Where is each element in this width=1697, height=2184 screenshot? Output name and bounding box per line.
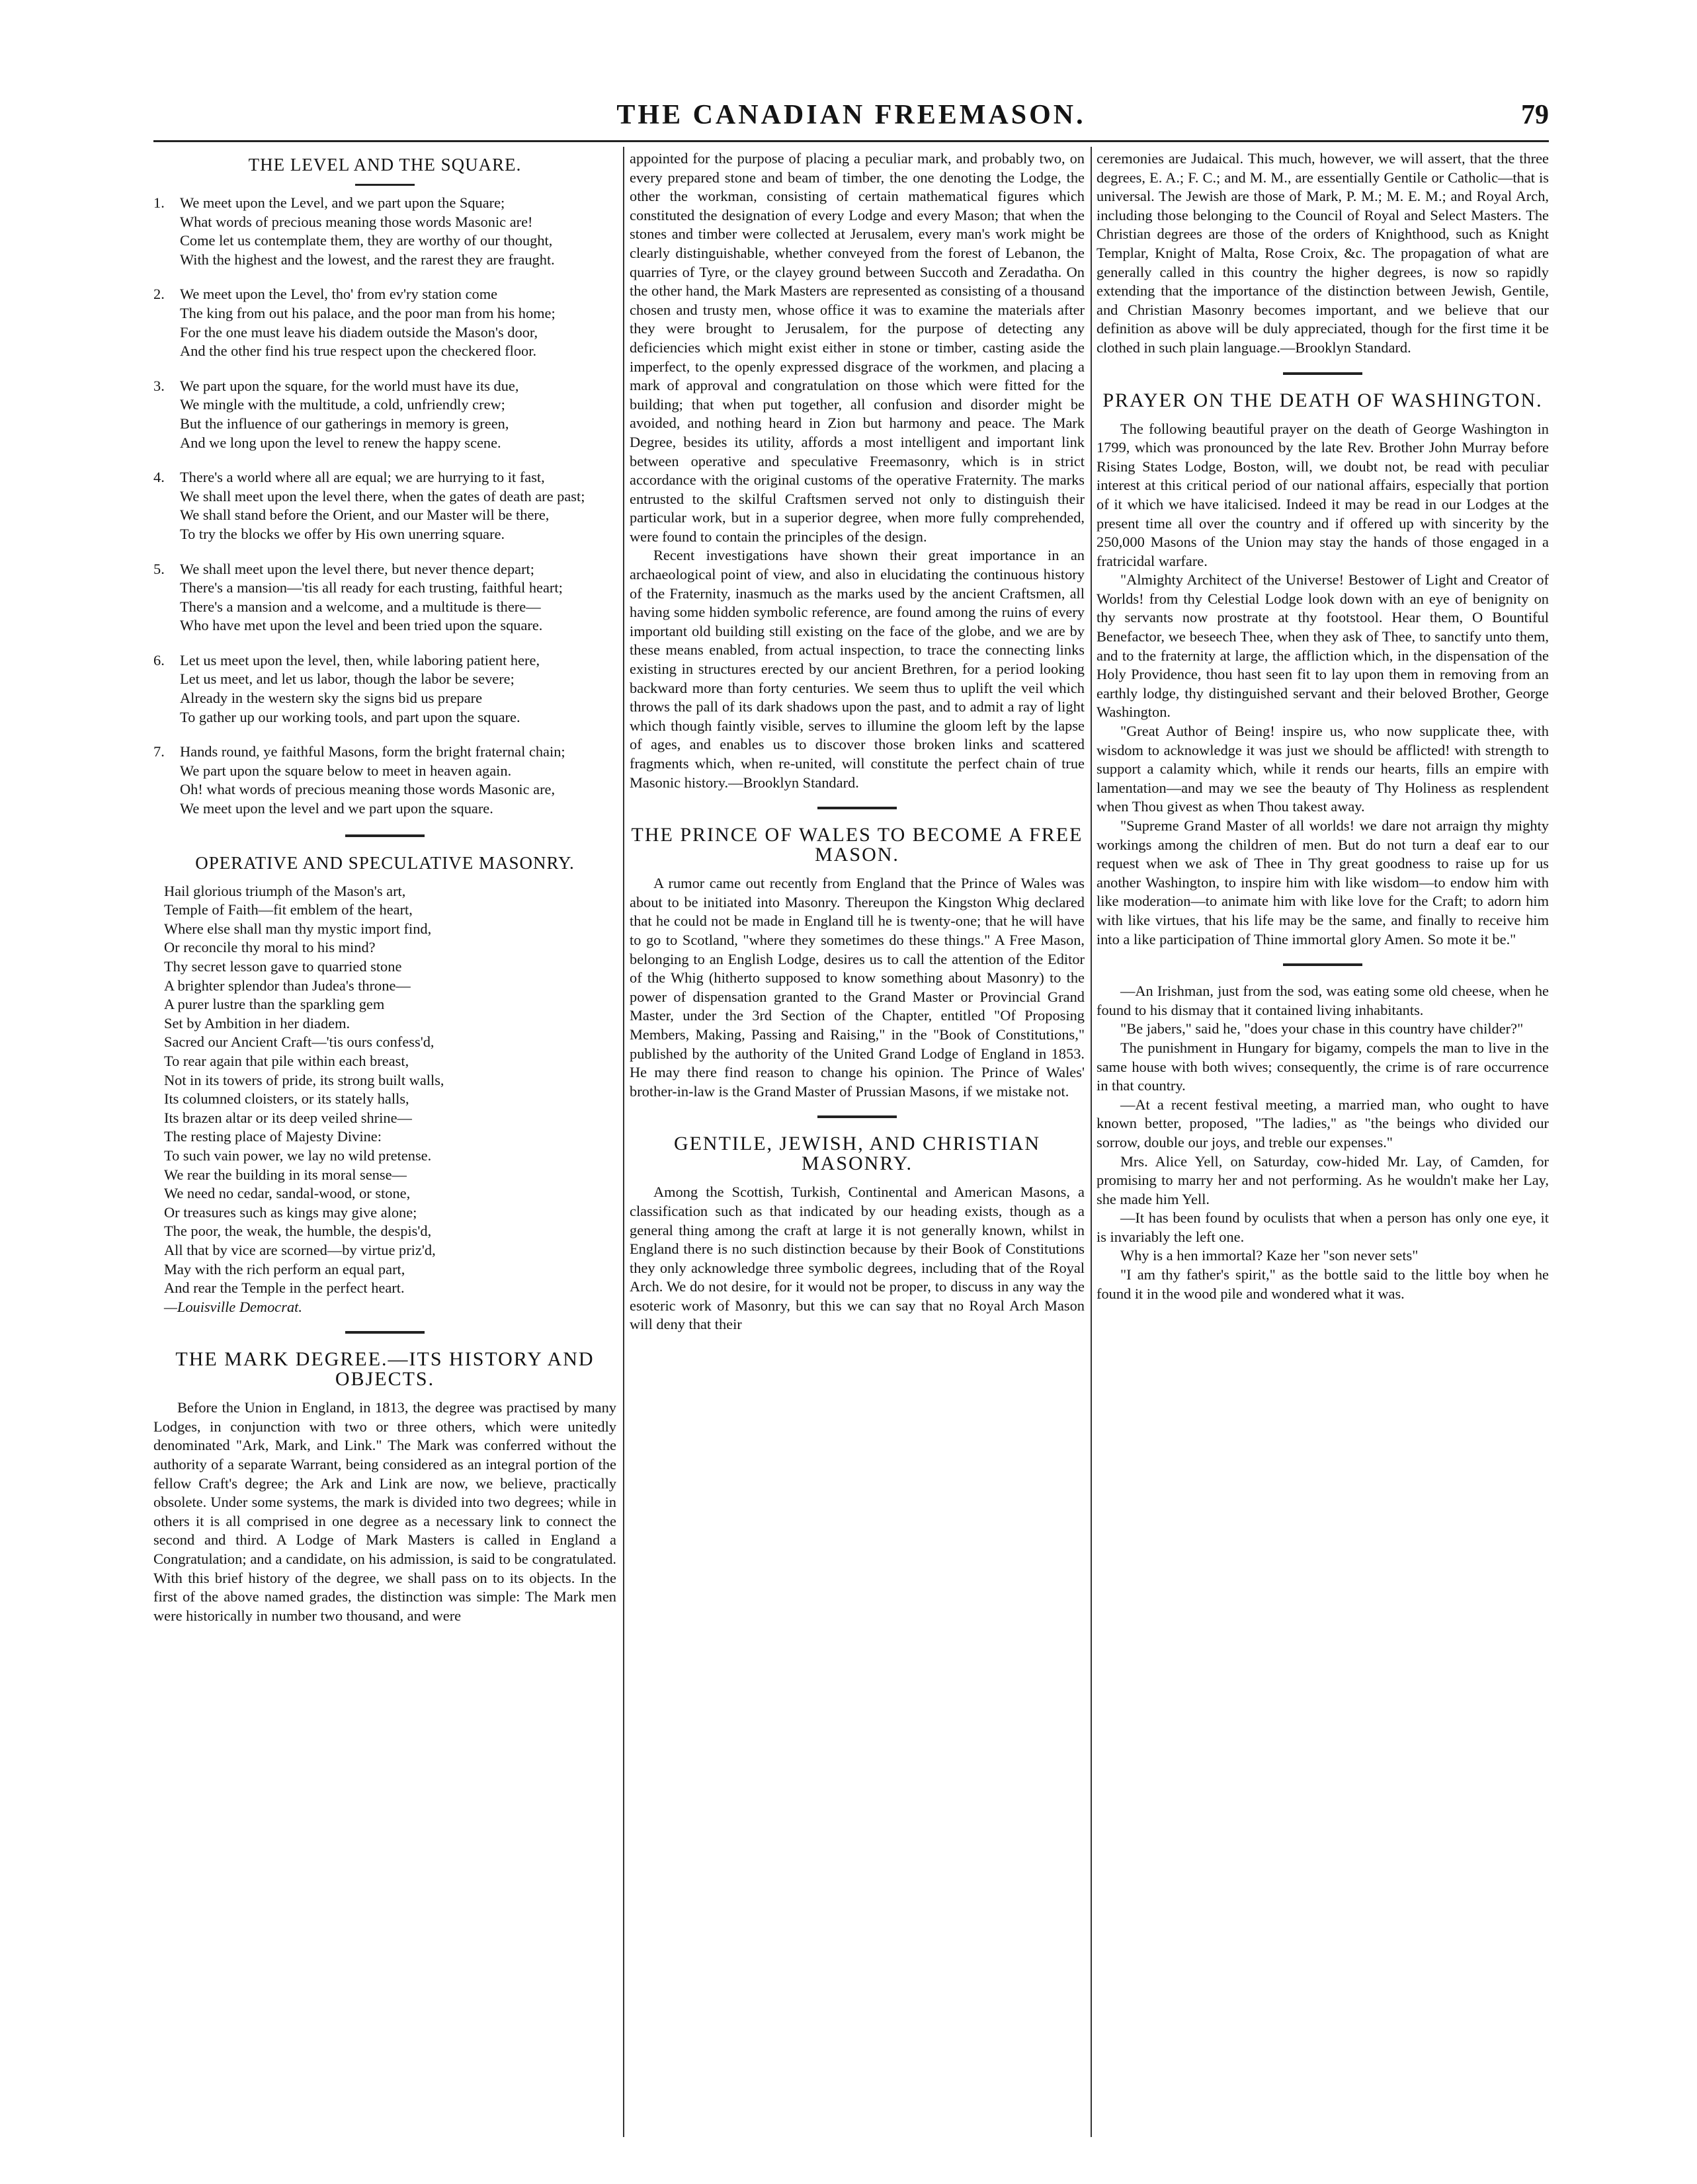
stanza-number: 5. [153,560,165,577]
poem-line: To try the blocks we offer by His own unerring square. [180,525,505,542]
poem-line: We meet upon the Level, and we part upon the Square; [180,194,505,211]
poem-line: What words of precious meaning those words Masonic are! [180,213,533,230]
stanza-number: 6. [153,651,165,668]
poem-line: We shall meet upon the level there, but never thence depart; [180,560,534,577]
poem-line: The poor, the weak, the humble, the despis'd, [164,1223,432,1240]
poem-line: Let us meet, and let us labor, though the labor be severe; [180,670,515,688]
poem-line: Already in the western sky the signs bid us prepare [180,690,483,707]
article-body-mark-degree: Before the Union in England, in 1813, the degree was practised by many Lodges, in conjunction with two or three others, which were unitedly denominated "Ark, Mark, and Link." The Mark was conferred without the authority of a separate Warrant, being considered as an integral portion of the fellow Craft's degree; the Ark and Link are now, we believe, practically obsolete. Under some systems, the mark is divided into two degrees; while in others it is all comprised in one degree as a necessary link to connect the second and third. A Lodge of Mark Masters is called in England a Congratulation; and a candidate, on his admission, is said to be congratulated. With this brief history of the degree, we shall pass on to its objects. In the first of the above named grades, the distinction was simple: The Mark men were historically in number two thousand, and were [153,1399,616,1624]
section-divider [817,1115,897,1118]
poem-line: To gather up our working tools, and part upon the square. [180,708,520,725]
poem-line: Who have met upon the level and been tried upon the square. [180,617,543,634]
poem-line: Oh! what words of precious meaning those words Masonic are, [180,781,556,798]
poem-title-level-square: THE LEVEL AND THE SQUARE. [248,155,522,175]
misc-item: —At a recent festival meeting, a married man, who ought to have known better, proposed, "The ladies," as "the beings who divided our sorrow, double our joys, and treble our expenses." [1097,1096,1549,1151]
poem-line: We need no cedar, sandal-wood, or stone, [164,1185,411,1202]
article-body-prince-of-wales: A rumor came out recently from England that the Prince of Wales was about to be initiated into Masonry. Thereupon the Kingston Whig declared that he could not be made in England till he is twenty-one; that he will have to go to Scotland, "where they sometimes do these things." A Free Mason, belonging to an English Lodge, desires us to call the attention of the Editor of the Whig (hitherto supposed to know something about Masonry) to the power of dispensation granted to the Grand Master or Provincial Grand Master, under the 3rd Section of the Chapter, entitled "Of Proposing Members, Making, Passing and Raising," in the "Book of Constitutions," published by the authority of the United Grand Lodge of England in 1853. He may there find reason to change his opinion. The Prince of Wales' brother-in-law is the Grand Master of Prussian Masons, if we mistake not. [630,875,1085,1100]
prayer-paragraph: The following beautiful prayer on the death of George Washington in 1799, which was pronounced by the late Rev. Brother John Murray before Rising States Lodge, Boston, will, we doubt not, be read with peculiar interest at this critical period of our national affairs, especially that portion of it which we have italicised. Indeed it may be read in our Lodges at the present time all over the country and if offered up with sincerity by the 250,000 Masons of the Union may stay the hands of those engaged in a fratricidal warfare. [1097,420,1549,569]
poem-line: Or reconcile thy moral to his mind? [164,939,376,956]
article-title-gentile-jewish: GENTILE, JEWISH, AND CHRISTIAN MASONRY. [673,1133,1041,1175]
poem-stanza [153,285,616,360]
section-divider [1283,372,1362,375]
poem-line: And rear the Temple in the perfect heart. [164,1279,405,1297]
mark-degree-continued-p2: Recent investigations have shown their great importance in an archaeological point of view, and also in elucidating the continuous history of the Fraternity, inasmuch as the marks used by the ancient Craftsmen, all having some hidden symbolic reference, are found among the ruins of every important old building still existing on the face of the globe, and we are by these means enabled, from actual inspection, to trace the connecting links existing in structures erected by our ancient Brethren, for a period looking backward more than forty centuries. We seem thus to uplift the veil which throws the pall of its dark shadows upon the past, and to admit a ray of light which though faintly visible, serves to illumine the gloom left by the lapse of ages, and enables us to discover those broken links and scattered fragments which, when re-united, will constitute the perfect chain of true Masonic history.—Brooklyn Standard. [630,547,1085,791]
poem-line-row [153,468,616,487]
poem-line: A purer lustre than the sparkling gem [164,996,385,1013]
poem-line: We part upon the square, for the world must have its due, [180,377,519,394]
poem-line: Not in its towers of pride, its strong built walls, [164,1071,444,1088]
misc-item: "Be jabers," said he, "does your chase in this country have childer?" [1120,1020,1524,1037]
poem-line-row [153,251,616,270]
poem-line: All that by vice are scorned—by virtue priz'd, [164,1241,436,1258]
poem-line-row [153,616,616,635]
poem-stanza [153,560,616,635]
poem-line: Sacred our Ancient Craft—'tis ours confess'd, [164,1033,435,1051]
poem-line: There's a mansion—'tis all ready for each trusting, faithful heart; [180,579,563,596]
poem-line: Set by Ambition in her diadem. [164,1014,351,1031]
poem-line-row [153,323,616,343]
poem-line: The resting place of Majesty Divine: [164,1128,382,1145]
column-3 [1097,149,1549,2140]
poem-level-square [153,194,616,819]
poem-stanza [153,194,616,269]
poem-line-row [153,213,616,232]
section-divider [817,807,897,809]
poem-stanza [153,743,616,818]
poem-line-row [153,304,616,323]
poem-line-row [153,525,616,544]
misc-item: Why is a hen immortal? Kaze her "son never sets" [1120,1247,1419,1264]
article-title-prayer-washington: PRAYER ON THE DEATH OF WASHINGTON. [1102,389,1543,411]
poem-line: Let us meet upon the level, then, while laboring patient here, [180,651,540,668]
stanza-number: 2. [153,286,165,303]
poem-stanza [153,651,616,727]
poem-line: We shall stand before the Orient, and our Master will be there, [180,506,550,524]
poem-line-row [153,579,616,598]
poem-line: But the influence of our gatherings in memory is green, [180,415,509,432]
article-body-gentile-jewish: Among the Scottish, Turkish, Continental and American Masons, a classification such as that indicated by our heading exists, though as a general thing among the craft at large it is not generally known, whilst in England there is no such distinction because by their Book of Constitutions they only acknowledge three symbolic degrees, including that of the Royal Arch. We do not desire, for it would not be proper, to discuss in any way the esoteric work of Masonry, but this we can say that no Royal Arch Mason will deny that their [630,1184,1085,1333]
poem-line-row [153,395,616,415]
poem-line: And we long upon the level to renew the happy scene. [180,434,501,451]
prayer-paragraph: "Supreme Grand Master of all worlds! we dare not arraign thy mighty workings among the children of men. But do not turn a deaf ear to our request when we ask of Thee in Thy great goodness to raise up for us another Washington, to inspire him with like wisdom—to endow him with like moderation—to animate him with like love for the Craft; to adorn him with like virtues, that his life may be the same, and finally to receive him into a like participation of Thine immortal glory Amen. So mote it be." [1097,817,1549,948]
poem-line-row [153,762,616,781]
poem-line-row [153,708,616,727]
prayer-paragraph: "Almighty Architect of the Universe! Bestower of Light and Creator of Worlds! from thy Celestial Lodge look down with an eye of benignity on thy servants now prostrate at thy footstool. Hear them, O Bountiful Benefactor, we beseech Thee, when they ask of Thee, to sanctify unto them, and to the fraternity at large, the affliction which, in the dispensation of the Holy Providence, thou hast seen fit to lay upon them in removing from an earthly lodge, thy distinguished servant and their beloved Brother, George Washington. [1097,571,1549,721]
column-2 [630,149,1085,2140]
section-divider [345,834,425,837]
poem-line-row [153,231,616,251]
masthead-title: THE CANADIAN FREEMASON. [616,100,1086,130]
poem-line-row [153,560,616,579]
title-rule [355,184,415,186]
poem-line: Or treasures such as kings may give alone; [164,1203,417,1221]
poem-line-row [153,285,616,304]
header-rule [153,140,1549,142]
article-title-mark-degree: THE MARK DEGREE.—ITS HISTORY AND OBJECTS. [175,1348,595,1391]
page-number: 79 [1521,100,1549,130]
poem-stanza [153,468,616,544]
poem-line: We meet upon the level and we part upon the square. [180,800,493,817]
poem-line: Where else shall man thy mystic import find, [164,920,432,937]
poem-source: —Louisville Democrat. [164,1298,302,1315]
poem-line: Hands round, ye faithful Masons, form the bright fraternal chain; [180,743,565,760]
poem-line-row [153,743,616,762]
gentile-jewish-continued: ceremonies are Judaical. This much, however, we will assert, that the three degrees, E. A.; F. C.; and M. M., are essentially Gentile or Catholic—that is universal. The Jewish are those of Mark, P. M.; M. E. M.; and Royal Arch, including those belonging to the Council of Royal and Select Masters. The Christian degrees are those of the orders of Knighthood, such as Knight Templar, Knight of Malta, Rose Croix, &c. The propagation of what are generally called in this country the higher degrees, is now so rapidly extending that the importance of the distinction between Jewish, Gentile, and Christian Masonry becomes important, and we believe that our definition as above will be duly appreciated, though for the first time it be clothed in such plain language.—Brooklyn Standard. [1097,150,1549,356]
poem-line: We rear the building in its moral sense— [164,1166,407,1183]
poem-line: May with the rich perform an equal part, [164,1260,405,1277]
misc-item: Mrs. Alice Yell, on Saturday, cow-hided Mr. Lay, of Camden, for promising to marry her and not performing. As he wouldn't make her Lay, she made him Yell. [1097,1153,1549,1207]
poem-line: The king from out his palace, and the poor man from his home; [180,304,556,321]
misc-item: The punishment in Hungary for bigamy, compels the man to live in the same house with both wives; consequently, the crime is of rare occurrence in that country. [1097,1039,1549,1094]
poem-line-row [153,598,616,617]
prayer-paragraph: "Great Author of Being! inspire us, who now supplicate thee, with wisdom to acknowledge it was just we should be afflicted! with strength to support a calamity which, while it rends our hearts, fills an empire with lamentation—and may we see the beauty of Thy Holiness as resplendent when Thou givest as when Thou takest away. [1097,723,1549,815]
poem-line: Its columned cloisters, or its stately halls, [164,1090,409,1108]
section-divider [1283,963,1362,966]
poem-line: We mingle with the multitude, a cold, unfriendly crew; [180,396,505,413]
poem-line-row [153,194,616,213]
page-header [153,99,1549,140]
poem-line: To rear again that pile within each breast, [164,1052,409,1069]
stanza-number: 4. [153,469,165,486]
column-rule [1091,147,1092,2137]
poem-line-row [153,799,616,819]
poem-line: There's a mansion and a welcome, and a multitude is there— [180,598,541,615]
stanza-number: 7. [153,743,165,760]
column-1 [153,149,616,2140]
poem-line: For the one must leave his diadem outside the Mason's door, [180,323,538,341]
poem-line-row [153,342,616,361]
poem-line: Thy secret lesson gave to quarried stone [164,958,402,975]
section-divider [345,1331,425,1334]
stanza-number: 1. [153,194,165,211]
poem-line: We meet upon the Level, tho' from ev'ry station come [180,286,498,303]
poem-line: With the highest and the lowest, and the rarest they are fraught. [180,251,555,268]
column-rule [623,147,624,2137]
poem-line: To such vain power, we lay no wild pretense. [164,1147,432,1164]
poem-line-row [153,651,616,670]
poem-line-row [153,377,616,396]
poem-line-row [153,780,616,799]
poem-line-row [153,689,616,708]
poem-line: We part upon the square below to meet in heaven again. [180,762,512,779]
poem-line-row [153,415,616,434]
poem-line: And the other find his true respect upon the checkered floor. [180,343,537,360]
stanza-number: 3. [153,377,165,394]
poem-line: There's a world where all are equal; we are hurrying to it fast, [180,469,545,486]
poem-line: Its brazen altar or its deep veiled shrine— [164,1109,412,1126]
poem-line-row [153,434,616,453]
poem-line: Temple of Faith—fit emblem of the heart, [164,901,413,918]
poem-line: Come let us contemplate them, they are worthy of our thought, [180,232,553,249]
poem-line: We shall meet upon the level there, when the gates of death are past; [180,487,585,505]
misc-item: —It has been found by oculists that when a person has only one eye, it is invariably the left one. [1097,1209,1549,1245]
article-title-prince-of-wales: THE PRINCE OF WALES TO BECOME A FREE MASON. [631,824,1083,866]
poem-line-row [153,670,616,689]
misc-item: "I am thy father's spirit," as the bottle said to the little boy when he found it in the wood pile and wondered what it was. [1097,1266,1549,1302]
poem-operative [153,882,616,1317]
poem-title-operative: OPERATIVE AND SPECULATIVE MASONRY. [195,852,575,873]
misc-item: —An Irishman, just from the sod, was eating some old cheese, when he found to his dismay that it contained living inhabitants. [1097,983,1549,1018]
poem-stanza [153,377,616,452]
mark-degree-continued-p1: appointed for the purpose of placing a peculiar mark, and probably two, on every prepared stone and beam of timber, the one denoting the Lodge, the other the workman, consisting of certain mathematical figures which constituted the designation of every Lodge and every Mason; that when the stones and timber were collected at Jerusalem, every man's work might be clearly distinguishable, whether conveyed from the forest of Lebanon, the quarries of Tyre, or the clayey ground between Succoth and Zeradatha. On the other hand, the Mark Masters are represented as consisting of a thousand chosen and trusty men, whose office it was to examine the materials after they were brought to Jerusalem, for the purpose of detecting any deficiencies which might exist either in stone or timber, casting aside the imperfect, to the openly expressed disgrace of the workmen, and placing a mark of approval and congratulation on those which were fitted for the building; that when put together, all confusion and disorder might be avoided, and nothing heard in Zion but harmony and peace. The Mark Degree, besides its utility, affords a most intelligent and important link between operative and speculative Freemasonry, which is in strict accordance with the original customs of the operative Fraternity. The marks entrusted to the skilful Craftsmen served not only to distinguish their particular work, but in a superior degree, when more fully comprehended, were found to contain the principles of the design. [630,150,1085,545]
poem-line: Hail glorious triumph of the Mason's art, [164,882,406,899]
poem-line: A brighter splendor than Judea's throne— [164,977,411,994]
poem-line-row [153,506,616,525]
poem-line-row [153,487,616,506]
